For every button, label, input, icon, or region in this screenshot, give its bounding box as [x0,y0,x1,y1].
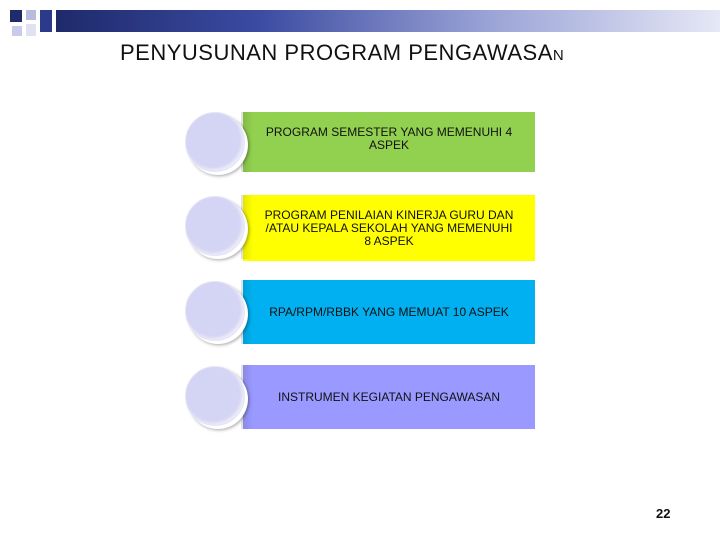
item-box-2 [243,195,535,261]
header-gradient-bar [56,10,720,32]
bullet-circle-2 [185,196,245,256]
slide-title [120,40,640,66]
header-square-small [26,24,36,36]
header-square-dark [10,10,22,22]
title-main: PENYUSUNAN PROGRAM PENGAWASA [120,40,553,65]
item-box-1 [243,112,535,172]
bullet-circle-4 [185,366,245,426]
header-square-mid [40,10,52,32]
page-number: 22 [656,506,671,521]
item-label-3: RPA/RPM/RBBK YANG MEMUAT 10 ASPEK [269,304,509,319]
item-label-1: PROGRAM SEMESTER YANG MEMENUHI 4 ASPEK [265,125,513,152]
title-last-letter: N [552,47,565,64]
bullet-circle-3 [185,281,245,341]
item-box-4 [243,365,535,429]
header-square-light [26,10,36,20]
item-box-3 [243,280,535,344]
header-square-light-2 [12,26,22,36]
bullet-circle-1 [185,112,245,172]
item-label-2: PROGRAM PENILAIAN KINERJA GURU DAN /ATAU KEPALA SEKOLAH YANG MEMENUHI 8 ASPEK [264,207,514,248]
item-label-4: INSTRUMEN KEGIATAN PENGAWASAN [277,389,501,404]
